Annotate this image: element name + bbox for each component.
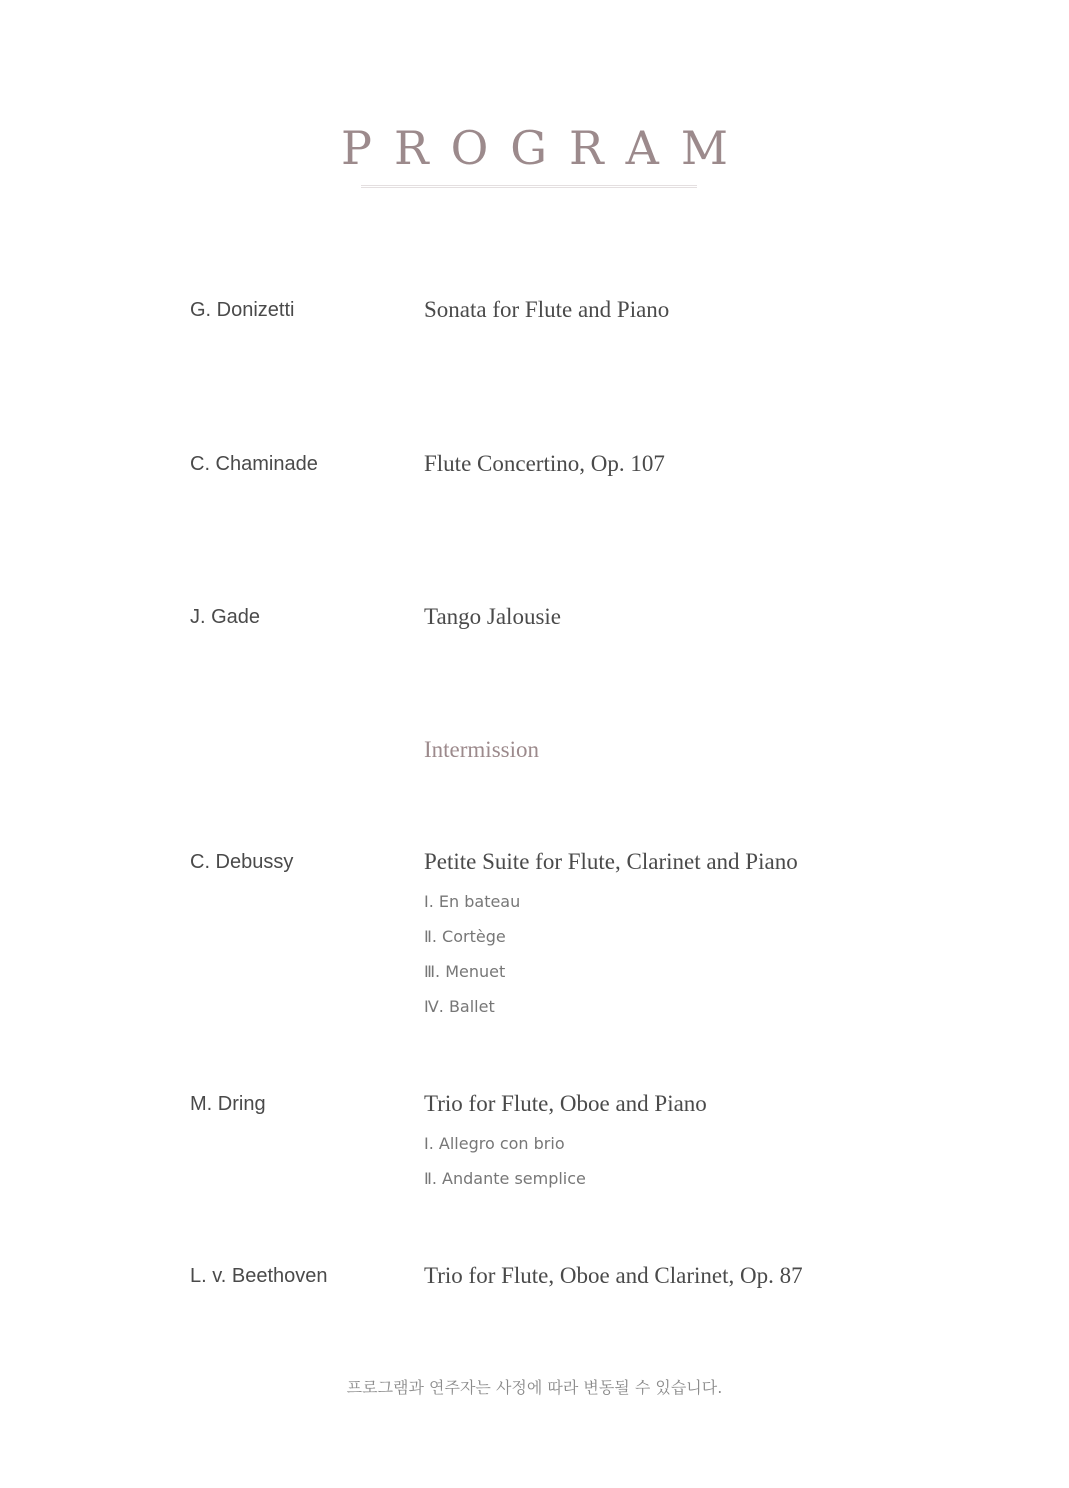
work-title: Flute Concertino, Op. 107	[424, 451, 665, 476]
movement-item: Ⅱ. Andante semplice	[424, 1169, 586, 1188]
composer-name: M. Dring	[190, 1093, 266, 1115]
movement-item: Ⅲ. Menuet	[424, 962, 506, 981]
composer-name: G. Donizetti	[190, 299, 295, 321]
work-title: Trio for Flute, Oboe and Piano	[424, 1091, 707, 1116]
work-title: Trio for Flute, Oboe and Clarinet, Op. 87	[424, 1263, 803, 1288]
composer-name: C. Chaminade	[190, 453, 318, 475]
work-title: Petite Suite for Flute, Clarinet and Piano	[424, 849, 798, 874]
work-title: Sonata for Flute and Piano	[424, 297, 670, 322]
composer-name: J. Gade	[190, 606, 261, 628]
movement-item: Ⅳ. Ballet	[424, 997, 495, 1016]
intermission-label: Intermission	[424, 737, 539, 762]
composer-name: C. Debussy	[190, 851, 294, 873]
program-change-notice: 프로그램과 연주자는 사정에 따라 변동될 수 있습니다.	[346, 1378, 723, 1397]
title-underline	[361, 185, 697, 188]
work-title: Tango Jalousie	[424, 604, 562, 629]
movement-item: Ⅱ. Cortège	[424, 927, 506, 946]
movement-item: Ⅰ. En bateau	[424, 892, 521, 911]
composer-name: L. v. Beethoven	[190, 1265, 328, 1287]
movement-item: Ⅰ. Allegro con brio	[424, 1134, 565, 1153]
page-title: PROGRAM	[341, 121, 750, 175]
